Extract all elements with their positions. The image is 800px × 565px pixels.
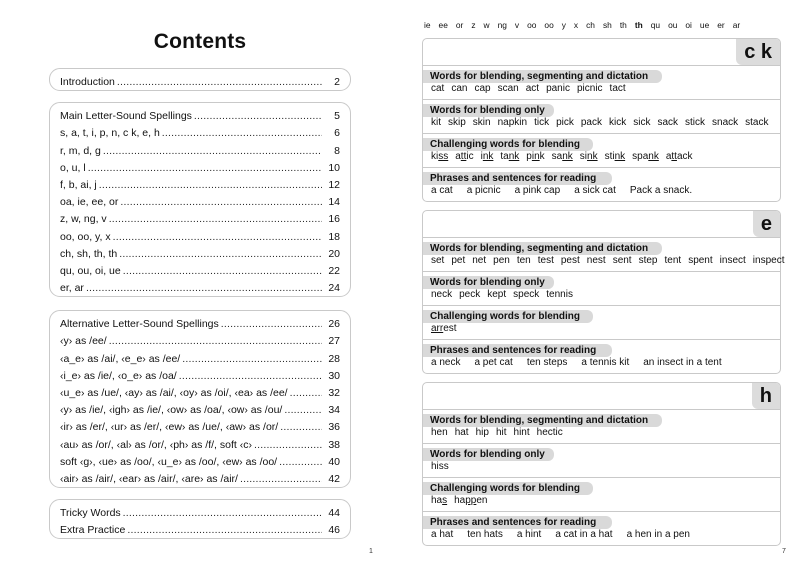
toc-section-extras bbox=[49, 499, 351, 539]
toc-entry-page: 27 bbox=[328, 335, 340, 348]
word: cat bbox=[431, 83, 445, 94]
phrase: ten hats bbox=[467, 529, 503, 540]
word: speck bbox=[513, 289, 540, 300]
toc-leader-dots bbox=[86, 282, 322, 294]
toc-leader-dots bbox=[109, 213, 322, 225]
page-number-left: 1 bbox=[369, 548, 373, 555]
sound-strip-item: th bbox=[619, 20, 627, 30]
toc-row[interactable] bbox=[60, 105, 340, 122]
toc-entry-page: 12 bbox=[328, 178, 340, 191]
word: ink bbox=[480, 151, 494, 162]
toc-entry-label: f, b, ai, j bbox=[60, 178, 97, 191]
section-header-row bbox=[423, 409, 780, 426]
section-header-row bbox=[423, 511, 780, 528]
toc-leader-dots bbox=[127, 524, 322, 536]
sound-strip-item: ie bbox=[424, 20, 431, 30]
phrase: an insect in a tent bbox=[643, 357, 722, 368]
phrase: a tennis kit bbox=[581, 357, 630, 368]
underlined-digraph: nk bbox=[648, 151, 659, 162]
toc-row[interactable] bbox=[60, 277, 340, 294]
toc-entry-page: 34 bbox=[328, 404, 340, 417]
sound-strip-item: ou bbox=[668, 20, 678, 30]
toc-entry-page: 28 bbox=[328, 352, 340, 365]
word: kiss bbox=[431, 151, 449, 162]
right-page bbox=[400, 0, 800, 565]
toc-section-main-spellings bbox=[49, 102, 351, 297]
section-title: Words for blending only bbox=[423, 276, 554, 289]
phrase: a hen in a pen bbox=[626, 529, 690, 540]
word: net bbox=[472, 255, 487, 266]
word: hint bbox=[513, 427, 530, 438]
toc-row[interactable] bbox=[60, 519, 340, 536]
section-header-row bbox=[423, 271, 780, 288]
word: sink bbox=[579, 151, 598, 162]
toc-entry-label: ‹i_e› as /ie/, ‹o_e› as /oa/ bbox=[60, 369, 177, 382]
sound-strip-item: w bbox=[483, 20, 490, 30]
toc-entry-page: 36 bbox=[328, 421, 340, 434]
sound-strip-item: oi bbox=[685, 20, 692, 30]
toc-entry-page: 22 bbox=[328, 264, 340, 277]
toc-entry-page: 24 bbox=[328, 282, 340, 295]
word: step bbox=[638, 255, 658, 266]
toc-entry-page: 32 bbox=[328, 386, 340, 399]
toc-entry-label: Tricky Words bbox=[60, 507, 121, 520]
toc-leader-dots bbox=[194, 110, 322, 122]
toc-row[interactable] bbox=[60, 399, 340, 416]
section-header-row bbox=[423, 167, 780, 184]
word: attack bbox=[665, 151, 693, 162]
word-list bbox=[423, 525, 780, 545]
section-title: Words for blending, segmenting and dictation bbox=[423, 70, 662, 83]
toc-leader-dots bbox=[284, 404, 322, 416]
underlined-digraph: nk bbox=[562, 151, 573, 162]
phrase: ten steps bbox=[526, 357, 568, 368]
toc-leader-dots bbox=[103, 145, 322, 157]
toc-leader-dots bbox=[179, 370, 322, 382]
underlined-digraph: nk bbox=[587, 151, 598, 162]
word-list bbox=[423, 251, 785, 271]
underlined-digraph: s bbox=[442, 495, 448, 506]
phrase: a picnic bbox=[466, 185, 501, 196]
word: tent bbox=[664, 255, 682, 266]
toc-entry-page: 30 bbox=[328, 369, 340, 382]
toc-row[interactable] bbox=[60, 365, 340, 382]
toc-section-introduction bbox=[49, 68, 351, 91]
toc-section-alternative-spellings bbox=[49, 310, 351, 488]
sound-strip-item: qu bbox=[650, 20, 661, 30]
toc-entry-page: 44 bbox=[328, 507, 340, 520]
sound-strip-item: v bbox=[514, 20, 520, 30]
section-title: Phrases and sentences for reading bbox=[423, 172, 612, 185]
word: hectic bbox=[536, 427, 563, 438]
toc-leader-dots bbox=[109, 335, 322, 347]
word: happen bbox=[454, 495, 488, 506]
word: stick bbox=[685, 117, 706, 128]
sound-strip-item: y bbox=[561, 20, 566, 30]
toc-row[interactable] bbox=[60, 382, 340, 399]
word-list bbox=[423, 285, 780, 305]
word: snack bbox=[712, 117, 739, 128]
sound-strip-item: oo bbox=[544, 20, 554, 30]
sound-strip-item: sh bbox=[602, 20, 612, 30]
word: tank bbox=[500, 151, 520, 162]
word: cap bbox=[474, 83, 491, 94]
underlined-digraph: tt bbox=[460, 151, 467, 162]
toc-entry-label: o, u, l bbox=[60, 161, 86, 174]
toc-entry-label: oa, ie, ee, or bbox=[60, 196, 119, 209]
toc-row[interactable] bbox=[60, 451, 340, 468]
word: pink bbox=[526, 151, 545, 162]
underlined-digraph: nk bbox=[508, 151, 520, 162]
underlined-digraph: ss bbox=[438, 151, 449, 162]
toc-entry-label: ‹a_e› as /ai/, ‹e_e› as /ee/ bbox=[60, 352, 181, 365]
word: pen bbox=[493, 255, 510, 266]
toc-leader-dots bbox=[182, 353, 322, 365]
word: arrest bbox=[431, 323, 457, 334]
toc-entry-page: 14 bbox=[328, 196, 340, 209]
underlined-digraph: tt bbox=[671, 151, 677, 162]
toc-row[interactable] bbox=[60, 243, 340, 260]
sound-strip-item: ar bbox=[732, 20, 741, 30]
toc-leader-dots bbox=[117, 76, 322, 88]
section-title: Words for blending only bbox=[423, 104, 554, 117]
toc-entry-label: Extra Practice bbox=[60, 524, 126, 537]
toc-entry-label: ‹au› as /or/, ‹al› as /or/, ‹ph› as /f/, soft ‹c› bbox=[60, 438, 252, 451]
section-title: Words for blending, segmenting and dictation bbox=[423, 414, 662, 427]
section-header-row bbox=[423, 477, 780, 494]
page-number-right: 7 bbox=[782, 548, 786, 555]
toc-leader-dots bbox=[113, 231, 322, 243]
toc-entry-label: z, w, ng, v bbox=[60, 213, 107, 226]
word: spent bbox=[688, 255, 713, 266]
sound-strip-item: x bbox=[573, 20, 579, 30]
toc-leader-dots bbox=[279, 456, 322, 468]
word: stink bbox=[604, 151, 626, 162]
toc-row[interactable] bbox=[60, 208, 340, 225]
toc-entry-label: ‹air› as /air/, ‹ear› as /air/, ‹are› as /air/ bbox=[60, 472, 238, 485]
toc-entry-page: 5 bbox=[334, 110, 340, 123]
toc-entry-page: 10 bbox=[328, 161, 340, 174]
card-header bbox=[423, 383, 780, 409]
toc-leader-dots bbox=[280, 421, 322, 433]
toc-entry-label: s, a, t, i, p, n, c k, e, h bbox=[60, 127, 160, 140]
section-header-row bbox=[423, 305, 780, 322]
underlined-digraph: nk bbox=[482, 151, 494, 162]
section-header-row bbox=[423, 99, 780, 116]
toc-entry-label: soft ‹g›, ‹ue› as /oo/, ‹u_e› as /oo/, ‹ew› as /oo/ bbox=[60, 455, 278, 468]
phrase: a sick cat bbox=[574, 185, 616, 196]
word: hip bbox=[475, 427, 489, 438]
toc-entry-page: 38 bbox=[328, 438, 340, 451]
section-title: Phrases and sentences for reading bbox=[423, 344, 612, 357]
word-list bbox=[423, 147, 780, 167]
word: pack bbox=[580, 117, 602, 128]
sound-strip-item: ue bbox=[699, 20, 710, 30]
toc-entry-page: 46 bbox=[328, 524, 340, 537]
phrase: a pet cat bbox=[474, 357, 513, 368]
section-title: Words for blending only bbox=[423, 448, 554, 461]
toc-leader-dots bbox=[123, 265, 322, 277]
word: has bbox=[431, 495, 448, 506]
sound-strip-item: ng bbox=[497, 20, 507, 30]
word: sick bbox=[633, 117, 651, 128]
toc-leader-dots bbox=[240, 473, 322, 485]
sound-strip-item: ee bbox=[438, 20, 448, 30]
card-e bbox=[422, 210, 785, 374]
section-title: Words for blending, segmenting and dictation bbox=[423, 242, 662, 255]
toc-leader-dots bbox=[123, 507, 322, 519]
word: neck bbox=[431, 289, 453, 300]
phrase: a neck bbox=[431, 357, 461, 368]
card-header bbox=[423, 211, 780, 237]
word: napkin bbox=[497, 117, 528, 128]
toc-entry-label: Main Letter-Sound Spellings bbox=[60, 110, 192, 123]
word: can bbox=[451, 83, 468, 94]
toc-row[interactable] bbox=[60, 71, 340, 88]
word: scan bbox=[497, 83, 519, 94]
word: ten bbox=[516, 255, 531, 266]
toc-entry-page: 8 bbox=[334, 144, 340, 157]
word: insect bbox=[719, 255, 746, 266]
toc-row[interactable] bbox=[60, 139, 340, 156]
toc-entry-page: 42 bbox=[328, 472, 340, 485]
word: panic bbox=[546, 83, 570, 94]
sound-strip bbox=[424, 20, 740, 30]
word: pest bbox=[560, 255, 580, 266]
phrase: a pink cap bbox=[514, 185, 561, 196]
toc-row[interactable] bbox=[60, 191, 340, 208]
toc-row[interactable] bbox=[60, 433, 340, 450]
word: picnic bbox=[576, 83, 603, 94]
phrase: a cat bbox=[431, 185, 453, 196]
toc-entry-label: ‹ir› as /er/, ‹ur› as /er/, ‹ew› as /ue/, ‹aw› as /or/ bbox=[60, 421, 279, 434]
section-header-row bbox=[423, 443, 780, 460]
sound-strip-item: er bbox=[717, 20, 725, 30]
toc-entry-label: ch, sh, th, th bbox=[60, 247, 118, 260]
toc-leader-dots bbox=[88, 162, 322, 174]
toc-entry-label: ‹y› as /ie/, ‹igh› as /ie/, ‹ow› as /oa/, ‹ow› as /ou/ bbox=[60, 404, 283, 417]
phrase: a cat in a hat bbox=[555, 529, 613, 540]
toc-entry-page: 20 bbox=[328, 247, 340, 260]
toc-row[interactable] bbox=[60, 174, 340, 191]
sound-strip-item: or bbox=[455, 20, 464, 30]
toc-entry-label: Introduction bbox=[60, 76, 115, 89]
word: stack bbox=[745, 117, 769, 128]
toc-leader-dots bbox=[120, 196, 322, 208]
word: tact bbox=[609, 83, 626, 94]
word: kit bbox=[431, 117, 441, 128]
word-list bbox=[423, 79, 780, 99]
phrase: a hint bbox=[516, 529, 542, 540]
word: pet bbox=[451, 255, 466, 266]
phrase: a hat bbox=[431, 529, 454, 540]
letter-tab: h bbox=[752, 383, 780, 409]
toc-entry-page: 40 bbox=[328, 455, 340, 468]
toc-row[interactable] bbox=[60, 122, 340, 139]
word: inspect bbox=[752, 255, 785, 266]
toc-entry-label: qu, ou, oi, ue bbox=[60, 264, 121, 277]
toc-entry-label: Alternative Letter-Sound Spellings bbox=[60, 318, 219, 331]
section-header-row bbox=[423, 237, 780, 254]
word: sank bbox=[551, 151, 573, 162]
word: attic bbox=[455, 151, 474, 162]
toc-leader-dots bbox=[99, 179, 322, 191]
underlined-digraph: arr bbox=[431, 323, 444, 334]
card-header bbox=[423, 39, 780, 65]
toc-leader-dots bbox=[162, 127, 322, 139]
card-ck bbox=[422, 38, 781, 202]
section-header-row bbox=[423, 133, 780, 150]
toc-row[interactable] bbox=[60, 260, 340, 277]
toc-leader-dots bbox=[119, 248, 322, 260]
word: hen bbox=[431, 427, 448, 438]
word: kick bbox=[608, 117, 627, 128]
toc-entry-label: er, ar bbox=[60, 282, 84, 295]
card-h bbox=[422, 382, 781, 546]
letter-tab: e bbox=[753, 211, 780, 237]
toc-row[interactable] bbox=[60, 347, 340, 364]
word: sent bbox=[612, 255, 632, 266]
word: test bbox=[537, 255, 554, 266]
toc-entry-label: ‹y› as /ee/ bbox=[60, 335, 107, 348]
section-title: Challenging words for blending bbox=[423, 138, 593, 151]
sound-strip-item: ch bbox=[586, 20, 595, 30]
toc-entry-page: 26 bbox=[328, 318, 340, 331]
word: pick bbox=[556, 117, 574, 128]
word: nest bbox=[586, 255, 606, 266]
toc-entry-label: oo, oo, y, x bbox=[60, 230, 111, 243]
section-title: Challenging words for blending bbox=[423, 310, 593, 323]
letter-tab: c k bbox=[736, 39, 780, 65]
underlined-digraph: nk bbox=[614, 151, 626, 162]
toc-row[interactable] bbox=[60, 225, 340, 242]
word: hit bbox=[495, 427, 507, 438]
section-header-row bbox=[423, 339, 780, 356]
toc-row[interactable] bbox=[60, 502, 340, 519]
word: kept bbox=[487, 289, 507, 300]
word: tick bbox=[534, 117, 550, 128]
word-list bbox=[423, 181, 780, 201]
page-title: Contents bbox=[153, 30, 247, 53]
sound-strip-item: oo bbox=[527, 20, 537, 30]
toc-row[interactable] bbox=[60, 313, 340, 330]
section-title: Phrases and sentences for reading bbox=[423, 516, 612, 529]
toc-entry-label: ‹u_e› as /ue/, ‹ay› as /ai/, ‹oy› as /oi/, ‹ea› as /ee/ bbox=[60, 386, 288, 399]
toc-row[interactable] bbox=[60, 468, 340, 485]
toc-entry-label: r, m, d, g bbox=[60, 144, 101, 157]
word: act bbox=[525, 83, 540, 94]
sound-strip-item: th bbox=[634, 20, 643, 30]
toc-entry-page: 6 bbox=[334, 127, 340, 140]
word-list bbox=[423, 491, 780, 511]
toc-row[interactable] bbox=[60, 157, 340, 174]
toc-entry-page: 16 bbox=[328, 213, 340, 226]
word: hiss bbox=[431, 461, 449, 472]
word: skip bbox=[448, 117, 466, 128]
phrase: Pack a snack. bbox=[629, 185, 693, 196]
word-list bbox=[423, 113, 780, 133]
word: skin bbox=[472, 117, 491, 128]
word: set bbox=[431, 255, 445, 266]
toc-leader-dots bbox=[254, 439, 322, 451]
word: sack bbox=[657, 117, 679, 128]
toc-leader-dots bbox=[221, 318, 322, 330]
toc-entry-page: 18 bbox=[328, 230, 340, 243]
word: hat bbox=[454, 427, 469, 438]
section-title: Challenging words for blending bbox=[423, 482, 593, 495]
toc-leader-dots bbox=[290, 387, 322, 399]
word-list bbox=[423, 353, 780, 373]
word: peck bbox=[459, 289, 481, 300]
section-header-row bbox=[423, 65, 780, 82]
underlined-digraph: in bbox=[531, 151, 540, 162]
toc-row[interactable] bbox=[60, 330, 340, 347]
sound-strip-item: z bbox=[471, 20, 476, 30]
toc-row[interactable] bbox=[60, 416, 340, 433]
word: spank bbox=[632, 151, 659, 162]
word: tennis bbox=[546, 289, 573, 300]
toc-entry-page: 2 bbox=[334, 76, 340, 89]
underlined-digraph: pp bbox=[465, 495, 477, 506]
